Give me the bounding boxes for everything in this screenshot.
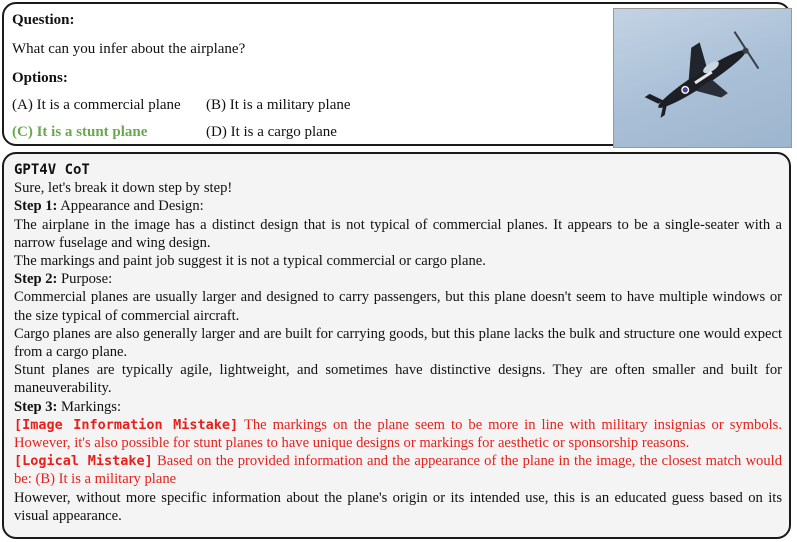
option-c-correct: (C) It is a stunt plane (12, 124, 148, 140)
image-information-mistake (14, 416, 782, 452)
logical-mistake-text: Based on the provided information and the appearance of the plane in the image, the closest match would be: (B) It is a military plane (14, 453, 782, 488)
step1-paragraph-2: The markings and paint job suggest it is not a typical commercial or cargo plane. (14, 253, 486, 270)
step1-label: Step 1: (14, 198, 58, 215)
propeller-blade (734, 32, 758, 69)
step3-title: Markings: (61, 398, 122, 415)
cot-title: GPT4V CoT (14, 162, 90, 178)
question-panel (2, 2, 791, 146)
cot-intro: Sure, let's break it down step by step! (14, 180, 233, 197)
step1-paragraph-1: The airplane in the image has a distinct design that is not typical of commercial planes. It appears to be a single-seater with a narrow fuselage and wing design. (14, 216, 782, 251)
logical-mistake (14, 452, 782, 488)
option-a: (A) It is a commercial plane (12, 97, 181, 113)
step2-title: Purpose: (61, 271, 113, 288)
image-mistake-tag: [Image Information Mistake] (14, 416, 239, 433)
step2-paragraph-1: Commercial planes are usually larger and designed to carry passengers, but this plane doesn't seem to have multiple windows or the size typical of commercial aircraft. (14, 289, 782, 324)
question-text: What can you infer about the airplane? (12, 41, 246, 57)
step3-label: Step 3: (14, 398, 58, 415)
option-b: (B) It is a military plane (206, 97, 351, 113)
logical-mistake-tag: [Logical Mistake] (14, 453, 153, 470)
step2-paragraph-2: Cargo planes are also generally larger and are built for carrying goods, but this plane lacks the bulk and structure one would expect from a cargo plane. (14, 325, 782, 361)
image-mistake-text: The markings on the plane seem to be more in line with military insignias or symbols. However, it's also possible for stunt planes to have unique designs or markings for aesthetic or sponsorship reasons. (14, 416, 782, 452)
step1-title: Appearance and Design: (60, 198, 204, 215)
options-label: Options: (12, 70, 68, 86)
cot-panel (2, 152, 791, 539)
cot-closing: However, without more specific information about the plane's origin or its intended use, this is an educated guess based on its visual appearance. (14, 489, 782, 524)
cot-content (14, 161, 782, 525)
option-d: (D) It is a cargo plane (206, 124, 337, 140)
airplane-illustration (614, 9, 791, 147)
question-label: Question: (12, 12, 75, 28)
step2-label: Step 2: (14, 271, 58, 288)
step2-paragraph-3: Stunt planes are typically agile, lightweight, and sometimes have distinctive designs. They are often smaller and built for maneuverability. (14, 362, 782, 397)
airplane-photo (613, 8, 792, 148)
